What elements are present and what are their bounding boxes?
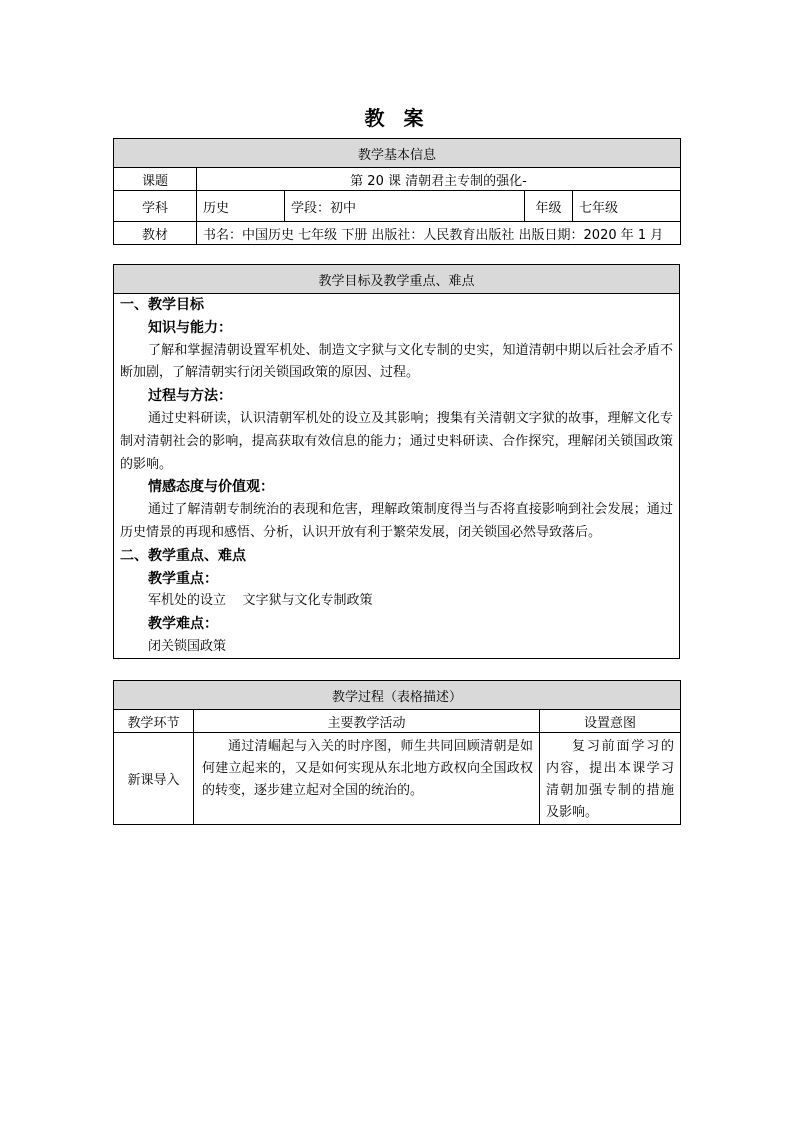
process-header: 教学过程（表格描述） [114,681,681,710]
knowledge-text: 了解和掌握清朝设置军机处、制造文字狱与文化专制的史实，知道清朝中期以后社会矛盾不断加剧，了解清朝实行闭关锁国政策的原因、过程。 [120,342,673,381]
difficulty-text: 闭关锁国政策 [148,638,227,654]
process-table [113,680,681,825]
grade-value: 七年级 [573,191,681,222]
attitude-title: 情感态度与价值观： [148,479,274,496]
table-row [114,733,681,825]
subject-label: 学科 [114,191,197,222]
textbook-value: 书名：中国历史 七年级 下册 出版社：人民教育出版社 出版日期：2020 年 1 月 [197,222,681,245]
section-objectives-title: 一、教学目标 [120,297,204,313]
grade-label: 年级 [525,191,573,222]
basic-info-header: 教学基本信息 [114,139,681,168]
textbook-label: 教材 [114,222,197,245]
process-text: 通过史料研读，认识清朝军机处的设立及其影响；搜集有关清朝文字狱的故事，理解文化专制对清朝社会的影响，提高获取有效信息的能力；通过史料研读、合作探究，理解闭关锁国政策的影响。 [120,410,673,472]
difficulty-title: 教学难点： [148,616,218,633]
topic-label: 课题 [114,168,197,191]
knowledge-title: 知识与能力： [148,319,232,336]
section-focus-title: 二、教学重点、难点 [120,547,246,564]
col-intent-header: 设置意图 [540,710,681,733]
row-stage: 新课导入 [114,733,194,825]
stage-value: 学段：初中 [285,191,525,222]
col-stage-header: 教学环节 [114,710,194,733]
basic-info-table [113,138,681,245]
document-title: 教 案 [364,106,430,130]
subject-value: 历史 [197,191,285,222]
topic-value: 第 20 课 清朝君主专制的强化- [197,168,681,191]
process-title: 过程与方法： [148,388,232,405]
col-activity-header: 主要教学活动 [194,710,540,733]
focus-title: 教学重点： [148,570,218,587]
row-activity: 通过清崛起与入关的时序图，师生共同回顾清朝是如何建立起来的，又是如何实现从东北地方政权向全国政权的转变，逐步建立起对全国的统治的。 [194,733,540,825]
attitude-text: 通过了解清朝专制统治的表现和危害，理解政策制度得当与否将直接影响到社会发展；通过历史情景的再现和感悟、分析，认识开放有利于繁荣发展，闭关锁国必然导致落后。 [120,502,673,540]
row-intent: 复习前面学习的内容，提出本课学习清朝加强专制的措施及影响。 [540,733,681,825]
objectives-box [113,264,680,659]
objectives-header: 教学目标及教学重点、难点 [114,265,679,294]
focus-text: 军机处的设立 文字狱与文化专制政策 [148,593,373,609]
